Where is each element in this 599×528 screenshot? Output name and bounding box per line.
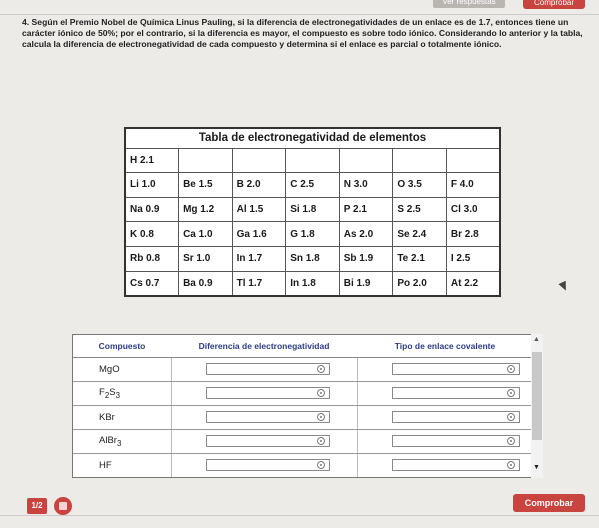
table-row <box>73 429 533 453</box>
compound-name: MgO <box>73 357 171 381</box>
element-cell: Bi 1.9 <box>339 271 393 296</box>
diff-input[interactable] <box>206 411 330 423</box>
element-cell: Mg 1.2 <box>179 197 233 222</box>
element-cell: Al 1.5 <box>232 197 286 222</box>
top-bar <box>0 0 599 14</box>
element-cell: Sn 1.8 <box>286 247 340 272</box>
element-cell: Se 2.4 <box>393 222 447 247</box>
header-tipo-enlace: Tipo de enlace covalente <box>357 335 533 357</box>
element-cell: N 3.0 <box>339 173 393 198</box>
mouse-cursor-icon <box>558 281 569 293</box>
answer-table-container <box>72 334 543 478</box>
tipo-dropdown[interactable] <box>392 363 520 375</box>
element-cell: Si 1.8 <box>286 197 340 222</box>
element-cell: Rb 0.8 <box>125 247 179 272</box>
element-cell: Be 1.5 <box>179 173 233 198</box>
input-status-icon <box>317 413 325 421</box>
compound-name: $F_2S_3$ <box>73 381 171 405</box>
top-divider <box>0 14 599 15</box>
element-cell: Tl 1.7 <box>232 271 286 296</box>
check-button[interactable]: Comprobar <box>513 494 585 512</box>
table-row <box>73 405 533 429</box>
element-cell: B 2.0 <box>232 173 286 198</box>
input-status-icon <box>507 413 515 421</box>
element-cell: Sr 1.0 <box>179 247 233 272</box>
element-cell: Te 2.1 <box>393 247 447 272</box>
element-cell: Cl 3.0 <box>446 197 500 222</box>
question-text: 4. Según el Premio Nobel de Química Linus Pauling, si la diferencia de electronegatividades de un enlace es de 1.7, entonces tiene un carácter iónico de 50%; por el contrario, si la diferencia es mayor, el compuesto es sobre todo iónico. Considerando lo anterior y la tabla, calcula la diferencia de electronegatividad de cada compuesto y determina si el enlace es parcial o totalmente iónico. <box>22 17 583 50</box>
element-cell: H 2.1 <box>125 148 179 173</box>
compound-name: KBr <box>73 405 171 429</box>
diff-input[interactable] <box>206 459 330 471</box>
element-cell <box>286 148 340 173</box>
view-answers-button[interactable]: Ver respuestas <box>433 0 505 8</box>
header-compuesto: Compuesto <box>73 335 171 357</box>
element-cell <box>393 148 447 173</box>
scroll-down-icon[interactable]: ▼ <box>533 464 540 471</box>
scroll-thumb[interactable] <box>532 352 542 440</box>
element-cell <box>446 148 500 173</box>
table-row <box>125 148 500 173</box>
tipo-dropdown[interactable] <box>392 387 520 399</box>
element-cell: Ca 1.0 <box>179 222 233 247</box>
element-cell: In 1.7 <box>232 247 286 272</box>
element-cell <box>339 148 393 173</box>
input-status-icon <box>317 365 325 373</box>
table-row <box>125 173 500 198</box>
tipo-dropdown[interactable] <box>392 459 520 471</box>
electronegativity-table <box>124 127 501 297</box>
top-check-button[interactable]: Comprobar <box>523 0 585 9</box>
element-cell: F 4.0 <box>446 173 500 198</box>
header-diferencia: Diferencia de electronegatividad <box>171 335 357 357</box>
element-cell: S 2.5 <box>393 197 447 222</box>
scroll-up-icon[interactable]: ▲ <box>533 336 540 343</box>
tipo-dropdown[interactable] <box>392 435 520 447</box>
diff-input[interactable] <box>206 363 330 375</box>
element-cell <box>179 148 233 173</box>
element-cell: Br 2.8 <box>446 222 500 247</box>
element-cell: In 1.8 <box>286 271 340 296</box>
element-cell: O 3.5 <box>393 173 447 198</box>
page-indicator: 1/2 <box>27 498 47 514</box>
element-cell: Ba 0.9 <box>179 271 233 296</box>
element-cell <box>232 148 286 173</box>
table-row <box>73 453 533 477</box>
table-row <box>125 222 500 247</box>
table-row <box>125 247 500 272</box>
element-cell: Cs 0.7 <box>125 271 179 296</box>
element-cell: Li 1.0 <box>125 173 179 198</box>
element-cell: P 2.1 <box>339 197 393 222</box>
answer-table <box>73 335 533 478</box>
element-cell: As 2.0 <box>339 222 393 247</box>
element-cell: At 2.2 <box>446 271 500 296</box>
table-row <box>125 271 500 296</box>
input-status-icon <box>317 461 325 469</box>
element-cell: Sb 1.9 <box>339 247 393 272</box>
input-status-icon <box>507 365 515 373</box>
save-icon[interactable] <box>54 497 72 515</box>
element-cell: Ga 1.6 <box>232 222 286 247</box>
tipo-dropdown[interactable] <box>392 411 520 423</box>
bottom-divider <box>0 515 599 516</box>
compound-name: HF <box>73 453 171 477</box>
element-cell: I 2.5 <box>446 247 500 272</box>
input-status-icon <box>507 437 515 445</box>
element-cell: G 1.8 <box>286 222 340 247</box>
answer-table-scrollbar[interactable] <box>531 334 543 478</box>
diff-input[interactable] <box>206 435 330 447</box>
element-cell: Po 2.0 <box>393 271 447 296</box>
input-status-icon <box>507 461 515 469</box>
compound-name: AlBr$_3$ <box>73 429 171 453</box>
table-row <box>73 381 533 405</box>
electronegativity-table-title: Tabla de electronegatividad de elementos <box>125 128 500 148</box>
table-row <box>125 197 500 222</box>
element-cell: K 0.8 <box>125 222 179 247</box>
diff-input[interactable] <box>206 387 330 399</box>
table-row <box>73 357 533 381</box>
input-status-icon <box>507 389 515 397</box>
input-status-icon <box>317 389 325 397</box>
input-status-icon <box>317 437 325 445</box>
element-cell: C 2.5 <box>286 173 340 198</box>
element-cell: Na 0.9 <box>125 197 179 222</box>
